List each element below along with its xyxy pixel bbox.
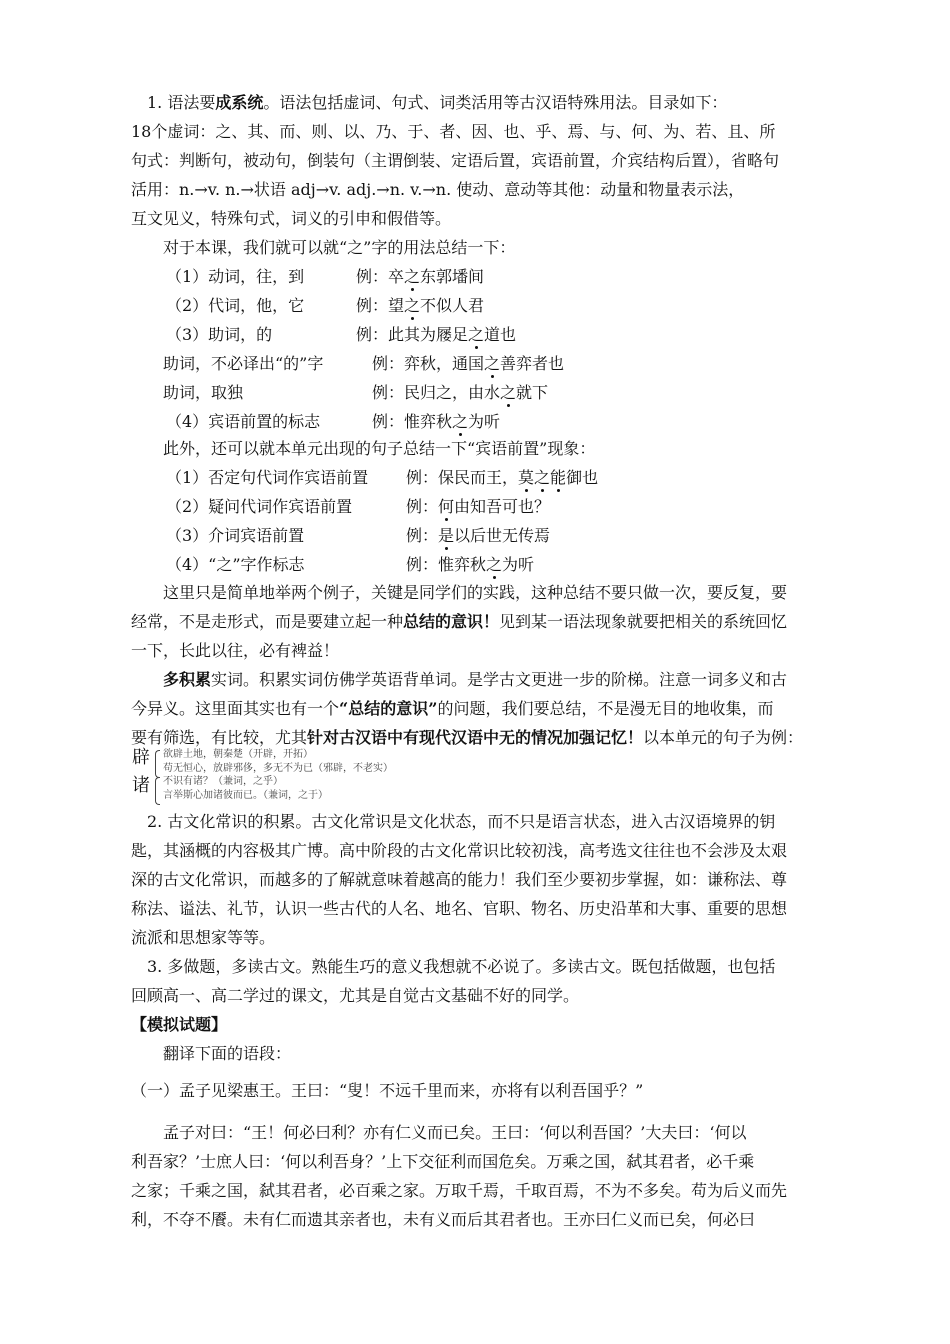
binyu-row-label: （2）疑问代词作宾语前置 (166, 497, 353, 516)
zhu-example-a: 不识有诸？（兼词，之乎） (163, 776, 283, 787)
example-text: 例： (406, 526, 439, 545)
example-text: 道也 (484, 325, 517, 344)
bold-text: “总结的意识” (339, 699, 438, 718)
emphasized-text (468, 325, 484, 344)
binyu-row-example (406, 526, 550, 546)
brace (155, 777, 160, 805)
example-text: 就下 (516, 383, 549, 402)
text: 经常，不是走形式，而是要建立起一种 (131, 612, 404, 631)
binyu-row-label: （1）否定句代词作宾语前置 (166, 468, 369, 487)
emphasis-dot-char: 何 (438, 497, 455, 516)
mock-para-line-3: 之家；千乘之国，弑其君者，必百乘之家。万取千焉，千取百焉，不为不多矣。苟为后义而先 (131, 1181, 788, 1200)
shici-line-1 (163, 670, 787, 690)
emphasis-dot-char: 之 (468, 325, 485, 344)
mock-section-1: （一）孟子见梁惠王。王曰：“叟！不远千里而来，亦将有以利吾国乎？” (131, 1081, 644, 1100)
example-text: 为听 (468, 412, 501, 431)
example-text: 例：民归之，由水 (372, 383, 501, 402)
culture-line-1: 2. 古文化常识的积累。古文化常识是文化状态，而不只是语言状态，进入古汉语境界的钥 (147, 812, 776, 831)
zhu-example-b: 言举斯心加诸彼而已。（兼词，之于） (163, 790, 328, 801)
brace (155, 750, 160, 778)
zhi-row-label: （3）助词，的 (166, 325, 273, 344)
mock-title: 【模拟试题】 (131, 1015, 228, 1034)
zhi-intro: 对于本课，我们就可以就“之”字的用法总结一下： (163, 238, 516, 257)
example-text: 由知吾可也？ (454, 497, 551, 516)
summary-line-3: 一下，长此以往，必有裨益！ (131, 641, 340, 660)
grammar-line-4: 活用：n.→v. n.→状语 adj→v. adj.→n. v.→n. 使动、意动等其他：动量和物量表示法， (131, 180, 745, 199)
grammar-line-1 (147, 93, 727, 113)
emphasized-text (438, 497, 454, 516)
example-text: 例：弈秋，通国 (372, 354, 485, 373)
bold-text: 成系统 (215, 93, 264, 112)
emphasis-dot-char: 之 (404, 296, 421, 315)
text: 今异义。这里面其实也有一个 (131, 699, 340, 718)
text: 实词。积累实词仿佛学英语背单词。是学古文更进一步的阶梯。注意一词多义和古 (211, 670, 788, 689)
example-text: 例：惟弈秋 (372, 412, 453, 431)
emphasis-dot-char: 之 (486, 555, 503, 574)
grammar-line-2: 18个虚词：之、其、而、则、以、乃、于、者、因、也、乎、焉、与、何、为、若、且、所 (131, 122, 776, 141)
text: 。语法包括虚词、句式、词类活用等古汉语特殊用法。目录如下： (263, 93, 728, 112)
mock-para-line-2: 利吾家？’士庶人曰：‘何以利吾身？’上下交征利而国危矣。万乘之国，弑其君者，必千乘 (131, 1152, 755, 1171)
example-text: 例：惟弈秋 (406, 555, 487, 574)
pi-example-a: 欲辟土地，朝秦楚（开辟，开拓） (163, 749, 313, 760)
binyu-row-label: （4）“之”字作标志 (166, 555, 305, 574)
item-number: 1. (147, 93, 163, 112)
grammar-line-3: 句式：判断句，被动句，倒装句（主谓倒装、定语后置，宾语前置，介宾结构后置），省略句 (131, 151, 780, 170)
grammar-line-5: 互文见义，特殊句式，词义的引申和假借等。 (131, 209, 452, 228)
bold-text: 多积累 (163, 670, 212, 689)
practice-line-1: 3. 多做题，多读古文。熟能生巧的意义我想就不必说了。多读古文。既包括做题，也包括 (147, 957, 776, 976)
binyu-row-label: （3）介词宾语前置 (166, 526, 305, 545)
culture-line-3: 深的古文化常识，而越多的了解就意味着越高的能力！我们至少要初步掌握，如：谦称法、尊 (131, 870, 788, 889)
emphasis-dot-char: 之 (534, 468, 551, 487)
culture-line-2: 匙，其涵概的内容极其广博。高中阶段的古文化常识比较初浅，高考选文往往也不会涉及太艰 (131, 841, 788, 860)
emphasized-text (500, 383, 516, 402)
example-text: 例：望 (356, 296, 405, 315)
bold-text: 总结的意识！ (403, 612, 500, 631)
example-text: 为听 (502, 555, 535, 574)
zhi-row-example (372, 412, 500, 432)
emphasis-dot-char: 是 (438, 526, 455, 545)
emphasized-text (452, 412, 468, 431)
text: 要有筛选，有比较，尤其 (131, 728, 308, 747)
zhi-row-label: 助词，不必译出“的”字 (163, 354, 324, 373)
example-text: 例：此其为屦足 (356, 325, 469, 344)
emphasized-text (404, 267, 420, 286)
emphasis-dot-char: 能 (550, 468, 567, 487)
example-text: 东郭墦间 (420, 267, 485, 286)
example-text: 御也 (566, 468, 599, 487)
culture-line-4: 称法、谥法、礼节，认识一些古代的人名、地名、官职、物名、历史沿革和大事、重要的思想 (131, 899, 788, 918)
example-text: 例：保民而王， (406, 468, 519, 487)
example-text: 例：卒 (356, 267, 405, 286)
bold-text: 针对古汉语中有现代汉语中无的情况加强记忆！ (307, 728, 644, 747)
text: 的问题，我们要总结，不是漫无目的地收集，而 (437, 699, 774, 718)
shici-line-2 (131, 699, 773, 719)
zhi-row-example (372, 383, 548, 403)
binyu-intro: 此外，还可以就本单元出现的句子总结一下“宾语前置”现象： (163, 439, 596, 458)
zhi-row-label: 助词，取独 (163, 383, 244, 402)
binyu-row-example (406, 555, 534, 575)
mock-para-line-4: 利，不夺不餍。未有仁而遗其亲者也，未有义而后其君者也。王亦曰仁义而已矣，何必曰 (131, 1210, 756, 1229)
text: 以本单元的句子为例： (643, 728, 804, 747)
pi-example-b: 苟无恒心，放辟邪侈，多无不为已（邪辟，不老实） (163, 763, 393, 774)
practice-line-2: 回顾高一、高二学过的课文，尤其是自觉古文基础不好的同学。 (131, 986, 580, 1005)
zhi-row-example (372, 354, 564, 374)
summary-line-2 (131, 612, 787, 632)
text: 见到某一语法现象就要把相关的系统回忆 (499, 612, 788, 631)
summary-line-1: 这里只是简单地举两个例子，关键是同学们的实践，这种总结不要只做一次，要反复，要 (163, 583, 788, 602)
emphasized-text (486, 555, 502, 574)
emphasized-text (404, 296, 420, 315)
pi-char: 辟 (132, 747, 150, 768)
culture-line-5: 流派和思想家等等。 (131, 928, 276, 947)
emphasized-text (518, 468, 566, 487)
mock-instruction: 翻译下面的语段： (163, 1044, 292, 1063)
emphasis-dot-char: 之 (404, 267, 421, 286)
zhi-row-label: （4）宾语前置的标志 (166, 412, 321, 431)
emphasis-dot-char: 莫 (518, 468, 535, 487)
example-text: 善弈者也 (500, 354, 565, 373)
zhi-row-label: （2）代词，他，它 (166, 296, 305, 315)
zhu-char: 诸 (132, 775, 150, 796)
example-text: 以后世无传焉 (454, 526, 551, 545)
emphasized-text (438, 526, 454, 545)
text: 语法要 (167, 93, 216, 112)
emphasis-dot-char: 之 (452, 412, 469, 431)
zhi-row-label: （1）动词，往，到 (166, 267, 305, 286)
shici-line-3 (131, 728, 803, 748)
mock-para-line-1: 孟子对曰：“王！何必曰利？亦有仁义而已矣。王曰：‘何以利吾国？’大夫曰：‘何以 (163, 1123, 747, 1142)
example-text: 不似人君 (420, 296, 485, 315)
binyu-row-example (406, 468, 598, 488)
zhi-row-example (356, 296, 484, 316)
example-text: 例： (406, 497, 439, 516)
binyu-row-example (406, 497, 550, 517)
zhi-row-example (356, 267, 484, 287)
emphasis-dot-char: 之 (484, 354, 501, 373)
emphasis-dot-char: 之 (500, 383, 517, 402)
emphasized-text (484, 354, 500, 373)
zhi-row-example (356, 325, 516, 345)
